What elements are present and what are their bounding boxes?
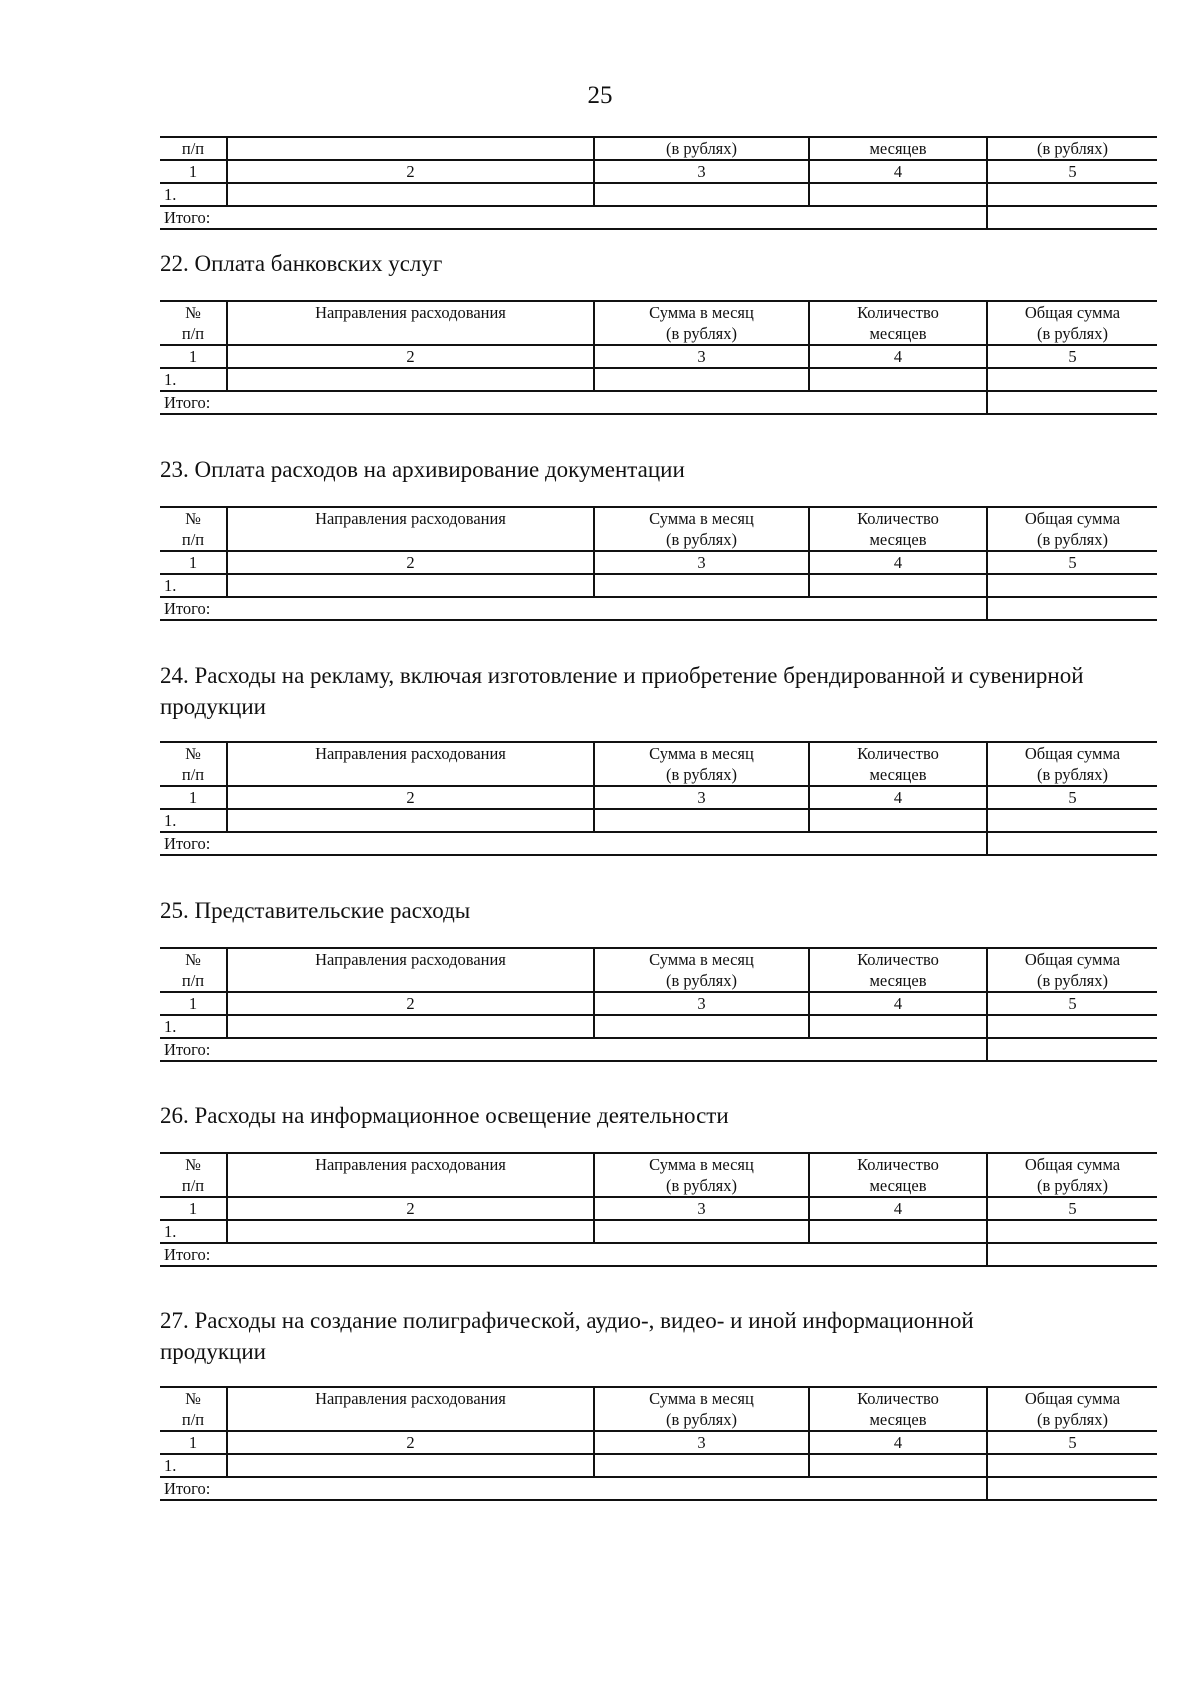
total-cell (987, 809, 1157, 832)
section-27 (160, 1305, 1121, 1501)
monthly-cell (594, 368, 809, 391)
column-number-row (160, 992, 1157, 1015)
total-value (987, 832, 1157, 855)
table-header-row (160, 742, 1157, 786)
row-number: 1. (160, 183, 227, 206)
col-number: 2 (227, 160, 594, 183)
expense-table (160, 1152, 1157, 1267)
total-label: Итого: (160, 597, 987, 620)
col-number: 3 (594, 551, 809, 574)
total-value (987, 391, 1157, 414)
table-row (160, 1015, 1157, 1038)
header-line: месяцев (869, 324, 927, 343)
col-number: 4 (809, 345, 987, 368)
total-label: Итого: (160, 391, 987, 414)
section-title: 27. Расходы на создание полиграфической, аудио-, видео- и иной информационной продукции (160, 1308, 974, 1364)
row-number: 1. (160, 1454, 227, 1477)
col-number: 3 (594, 345, 809, 368)
header-line: п/п (181, 1410, 205, 1429)
header-line: Сумма в месяц (649, 1389, 754, 1408)
months-cell (809, 183, 987, 206)
monthly-cell (594, 1015, 809, 1038)
expense-table (160, 1386, 1157, 1501)
col-number: 5 (987, 992, 1157, 1015)
col-months-header (809, 507, 987, 551)
section-25 (160, 895, 1121, 1062)
months-cell (809, 1454, 987, 1477)
row-number: 1. (160, 809, 227, 832)
col-direction-header (227, 301, 594, 345)
table-header-row (160, 948, 1157, 992)
section-title: 26. Расходы на информационное освещение деятельности (160, 1103, 729, 1128)
col-number: 4 (809, 1431, 987, 1454)
col-monthly-header: (в рублях) (594, 137, 809, 160)
table-row (160, 368, 1157, 391)
header-line: № (185, 1389, 201, 1408)
col-number: 1 (160, 551, 227, 574)
col-no-header (160, 1387, 227, 1431)
col-number: 2 (227, 992, 594, 1015)
header-line: Сумма в месяц (649, 509, 754, 528)
col-number: 3 (594, 160, 809, 183)
col-number: 1 (160, 1431, 227, 1454)
col-number: 5 (987, 345, 1157, 368)
page-number: 25 (587, 82, 613, 109)
section-23 (160, 454, 1121, 621)
header-line: п/п (181, 1176, 205, 1195)
header-line: Направления расходования (315, 1155, 506, 1174)
table-row (160, 1220, 1157, 1243)
col-monthly-header (594, 1387, 809, 1431)
section-26 (160, 1100, 1121, 1267)
header-line: (в рублях) (1036, 530, 1109, 549)
column-number-row (160, 551, 1157, 574)
header-line: месяцев (869, 1410, 927, 1429)
col-no-header (160, 1153, 227, 1197)
col-no-header (160, 301, 227, 345)
direction-cell (227, 1454, 594, 1477)
col-direction-header (227, 1153, 594, 1197)
col-number: 4 (809, 160, 987, 183)
header-line: Количество (857, 744, 939, 763)
header-line: Направления расходования (315, 744, 506, 763)
section-title: 22. Оплата банковских услуг (160, 251, 443, 276)
header-line: Направления расходования (315, 1389, 506, 1408)
column-number-row (160, 160, 1157, 183)
total-label: Итого: (160, 832, 987, 855)
header-line: Направления расходования (315, 303, 506, 322)
direction-cell (227, 809, 594, 832)
col-total-header (987, 301, 1157, 345)
direction-cell (227, 368, 594, 391)
col-monthly-header (594, 948, 809, 992)
col-months-header: месяцев (809, 137, 987, 160)
col-monthly-header (594, 301, 809, 345)
total-row (160, 832, 1157, 855)
total-value (987, 206, 1157, 229)
header-line: Общая сумма (1024, 303, 1121, 322)
header-line: Количество (857, 509, 939, 528)
total-row (160, 1477, 1157, 1500)
total-cell (987, 183, 1157, 206)
header-line: (в рублях) (1036, 324, 1109, 343)
col-monthly-header (594, 507, 809, 551)
total-cell (987, 368, 1157, 391)
col-number: 1 (160, 160, 227, 183)
col-number: 2 (227, 551, 594, 574)
col-no-header (160, 948, 227, 992)
total-label: Итого: (160, 1243, 987, 1266)
col-total-header (987, 742, 1157, 786)
col-total-header (987, 1387, 1157, 1431)
header-line: № (185, 950, 201, 969)
table-header-row (160, 1387, 1157, 1431)
col-number: 5 (987, 1197, 1157, 1220)
col-monthly-header (594, 742, 809, 786)
total-cell (987, 1454, 1157, 1477)
column-number-row (160, 1431, 1157, 1454)
table-row (160, 1454, 1157, 1477)
col-no-header: п/п (160, 137, 227, 160)
header-line: (в рублях) (665, 530, 738, 549)
header-line: месяцев (869, 530, 927, 549)
months-cell (809, 809, 987, 832)
table-header-row (160, 1153, 1157, 1197)
header-line: Общая сумма (1024, 1155, 1121, 1174)
header-line: № (185, 303, 201, 322)
col-monthly-header (594, 1153, 809, 1197)
col-months-header (809, 301, 987, 345)
header-line: п/п (181, 324, 205, 343)
header-line: месяцев (869, 971, 927, 990)
header-line: (в рублях) (665, 1410, 738, 1429)
col-total-header: (в рублях) (987, 137, 1157, 160)
total-row (160, 1243, 1157, 1266)
direction-cell (227, 1015, 594, 1038)
total-label: Итого: (160, 1477, 987, 1500)
header-line: (в рублях) (1036, 1410, 1109, 1429)
header-line: Направления расходования (315, 509, 506, 528)
header-line: № (185, 744, 201, 763)
monthly-cell (594, 183, 809, 206)
monthly-cell (594, 1220, 809, 1243)
col-number: 5 (987, 551, 1157, 574)
col-number: 4 (809, 551, 987, 574)
total-row (160, 391, 1157, 414)
col-number: 2 (227, 786, 594, 809)
col-months-header (809, 742, 987, 786)
monthly-cell (594, 1454, 809, 1477)
header-line: п/п (181, 530, 205, 549)
col-number: 4 (809, 1197, 987, 1220)
header-line: месяцев (869, 1176, 927, 1195)
header-line: Общая сумма (1024, 509, 1121, 528)
total-label: Итого: (160, 1038, 987, 1061)
col-number: 5 (987, 160, 1157, 183)
col-number: 5 (987, 786, 1157, 809)
col-total-header (987, 948, 1157, 992)
expense-table (160, 300, 1157, 415)
row-number: 1. (160, 1220, 227, 1243)
header-line: Сумма в месяц (649, 950, 754, 969)
col-number: 5 (987, 1431, 1157, 1454)
col-number: 1 (160, 345, 227, 368)
col-direction-header (227, 948, 594, 992)
col-number: 4 (809, 786, 987, 809)
header-line: (в рублях) (1036, 765, 1109, 784)
header-line: Сумма в месяц (649, 303, 754, 322)
header-line: Сумма в месяц (649, 744, 754, 763)
months-cell (809, 1220, 987, 1243)
expense-table (160, 741, 1157, 856)
col-number: 2 (227, 1197, 594, 1220)
continued-table-block (160, 136, 1109, 230)
months-cell (809, 1015, 987, 1038)
expense-table (160, 506, 1157, 621)
table-row (160, 809, 1157, 832)
col-number: 1 (160, 1197, 227, 1220)
total-value (987, 1243, 1157, 1266)
direction-cell (227, 183, 594, 206)
col-number: 3 (594, 786, 809, 809)
header-line: месяцев (869, 765, 927, 784)
section-title: 23. Оплата расходов на архивирование документации (160, 457, 685, 482)
header-line: (в рублях) (1036, 971, 1109, 990)
col-number: 2 (227, 345, 594, 368)
total-row (160, 1038, 1157, 1061)
header-line: п/п (181, 971, 205, 990)
header-line: (в рублях) (665, 1176, 738, 1195)
header-line: № (185, 1155, 201, 1174)
header-line: Сумма в месяц (649, 1155, 754, 1174)
header-line: № (185, 509, 201, 528)
header-line: (в рублях) (1036, 1176, 1109, 1195)
header-line: Направления расходования (315, 950, 506, 969)
col-no-header (160, 742, 227, 786)
total-value (987, 597, 1157, 620)
col-direction-header (227, 742, 594, 786)
total-cell (987, 1220, 1157, 1243)
table-header-row (160, 301, 1157, 345)
header-line: (в рублях) (665, 765, 738, 784)
section-22 (160, 248, 1121, 415)
section-title: 24. Расходы на рекламу, включая изготовление и приобретение брендированной и сувенирной продукции (160, 663, 1084, 719)
section-title: 25. Представительские расходы (160, 898, 471, 923)
col-total-header (987, 1153, 1157, 1197)
col-months-header (809, 948, 987, 992)
col-direction-header (227, 137, 594, 160)
months-cell (809, 574, 987, 597)
col-number: 3 (594, 992, 809, 1015)
total-cell (987, 1015, 1157, 1038)
col-months-header (809, 1387, 987, 1431)
header-line: (в рублях) (665, 324, 738, 343)
header-line: Общая сумма (1024, 950, 1121, 969)
header-line: п/п (181, 765, 205, 784)
direction-cell (227, 574, 594, 597)
column-number-row (160, 345, 1157, 368)
header-line: (в рублях) (665, 971, 738, 990)
total-cell (987, 574, 1157, 597)
col-number: 1 (160, 786, 227, 809)
continued-expense-table (160, 136, 1157, 230)
table-header-row (160, 507, 1157, 551)
header-line: Количество (857, 950, 939, 969)
total-row (160, 206, 1157, 229)
col-direction-header (227, 507, 594, 551)
header-line: Общая сумма (1024, 1389, 1121, 1408)
col-number: 3 (594, 1431, 809, 1454)
table-row (160, 183, 1157, 206)
col-number: 3 (594, 1197, 809, 1220)
row-number: 1. (160, 574, 227, 597)
table-row (160, 574, 1157, 597)
col-number: 4 (809, 992, 987, 1015)
col-direction-header (227, 1387, 594, 1431)
col-total-header (987, 507, 1157, 551)
header-line: Количество (857, 1389, 939, 1408)
total-label: Итого: (160, 206, 987, 229)
expense-table (160, 947, 1157, 1062)
months-cell (809, 368, 987, 391)
column-number-row (160, 1197, 1157, 1220)
header-line: Общая сумма (1024, 744, 1121, 763)
col-number: 2 (227, 1431, 594, 1454)
direction-cell (227, 1220, 594, 1243)
total-value (987, 1038, 1157, 1061)
col-months-header (809, 1153, 987, 1197)
column-number-row (160, 786, 1157, 809)
monthly-cell (594, 574, 809, 597)
monthly-cell (594, 809, 809, 832)
header-line: Количество (857, 1155, 939, 1174)
col-no-header (160, 507, 227, 551)
total-value (987, 1477, 1157, 1500)
row-number: 1. (160, 368, 227, 391)
row-number: 1. (160, 1015, 227, 1038)
col-number: 1 (160, 992, 227, 1015)
header-line: Количество (857, 303, 939, 322)
total-row (160, 597, 1157, 620)
table-header-row (160, 137, 1157, 160)
section-24 (160, 660, 1121, 856)
